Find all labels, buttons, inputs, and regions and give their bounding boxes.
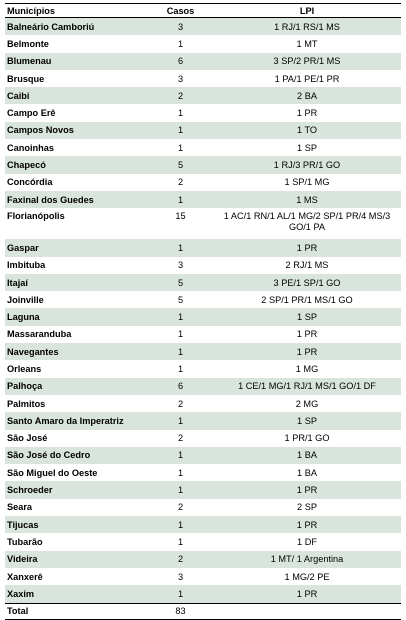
casos-cell: 1 bbox=[148, 481, 211, 498]
table-row bbox=[5, 568, 401, 585]
table-row bbox=[5, 360, 401, 377]
municipio-cell: Imbituba bbox=[7, 260, 46, 271]
lpi-cell: 1 SP bbox=[211, 308, 401, 325]
municipio-cell: Balneário Camboriú bbox=[5, 18, 148, 36]
casos-cell: 1 bbox=[177, 142, 184, 153]
municipio-cell: São Miguel do Oeste bbox=[7, 467, 98, 478]
casos-cell: 1 bbox=[148, 239, 211, 256]
table-row bbox=[5, 139, 401, 156]
municipio-cell: Orleans bbox=[7, 363, 42, 374]
lpi-cell: 1 PA/1 PE/1 PR bbox=[274, 73, 340, 84]
lpi-cell: 1 SP/1 MG bbox=[284, 177, 330, 188]
table-row bbox=[5, 395, 401, 412]
municipio-cell: Canoinhas bbox=[7, 142, 54, 153]
lpi-cell: 1 AC/1 RN/1 AL/1 MG/2 SP/1 PR/4 MS/3 GO/1 PA bbox=[223, 211, 391, 233]
casos-cell: 1 bbox=[177, 363, 184, 374]
municipio-cell: Schroeder bbox=[5, 481, 148, 498]
total-casos: 83 bbox=[148, 603, 211, 619]
table-row bbox=[5, 551, 401, 568]
cases-table bbox=[5, 3, 401, 620]
casos-cell: 5 bbox=[177, 294, 184, 305]
municipio-cell: Chapecó bbox=[5, 156, 148, 173]
lpi-cell: 1 PR/1 GO bbox=[284, 433, 330, 444]
casos-cell: 2 bbox=[177, 433, 184, 444]
municipio-cell: Faxinal dos Guedes bbox=[5, 191, 148, 208]
municipio-cell: São José bbox=[7, 433, 48, 444]
casos-cell: 1 bbox=[148, 122, 211, 139]
table-row bbox=[5, 239, 401, 256]
table-row bbox=[5, 35, 401, 52]
municipio-cell: Joinville bbox=[7, 294, 44, 305]
lpi-cell: 3 SP/2 PR/1 MS bbox=[211, 53, 401, 70]
lpi-cell: 1 PR bbox=[211, 585, 401, 603]
table-row bbox=[5, 326, 401, 343]
header-casos: Casos bbox=[148, 4, 211, 18]
casos-cell: 2 bbox=[177, 398, 184, 409]
municipio-cell: Itajaí bbox=[5, 274, 148, 291]
lpi-cell: 1 PR bbox=[296, 329, 318, 340]
lpi-cell: 1 CE/1 MG/1 RJ/1 MS/1 GO/1 DF bbox=[211, 378, 401, 395]
lpi-cell: 1 MT/ 1 Argentina bbox=[211, 551, 401, 568]
total-row bbox=[5, 603, 401, 619]
table-row bbox=[5, 516, 401, 533]
table-row bbox=[5, 156, 401, 173]
municipio-cell: Seara bbox=[7, 502, 33, 513]
casos-cell: 1 bbox=[177, 38, 184, 49]
lpi-cell: 1 MG bbox=[295, 363, 319, 374]
municipio-cell: Tubarão bbox=[7, 536, 43, 547]
municipio-cell: Belmonte bbox=[7, 38, 49, 49]
lpi-cell: 1 PR bbox=[211, 239, 401, 256]
casos-cell: 3 bbox=[177, 571, 184, 582]
table-row bbox=[5, 447, 401, 464]
lpi-cell: 1 SP bbox=[211, 412, 401, 429]
total-label: Total bbox=[5, 603, 148, 619]
municipio-cell: Tijucas bbox=[5, 516, 148, 533]
lpi-cell: 1 PR bbox=[211, 481, 401, 498]
municipio-cell: Caibi bbox=[5, 87, 148, 104]
table-row bbox=[5, 430, 401, 447]
header-lpi: LPI bbox=[211, 4, 401, 18]
casos-cell: 1 bbox=[177, 329, 184, 340]
total-lpi bbox=[211, 603, 401, 619]
lpi-cell: 1 PR bbox=[211, 343, 401, 360]
lpi-cell: 1 BA bbox=[211, 447, 401, 464]
table-row bbox=[5, 70, 401, 87]
lpi-cell: 1 MG/2 PE bbox=[284, 571, 330, 582]
lpi-cell: 2 BA bbox=[211, 87, 401, 104]
municipio-cell: Videira bbox=[5, 551, 148, 568]
municipio-cell: Xanxerê bbox=[7, 571, 43, 582]
municipio-cell: Massaranduba bbox=[7, 329, 72, 340]
table-row bbox=[5, 274, 401, 291]
casos-cell: 3 bbox=[177, 260, 184, 271]
municipio-cell: Gaspar bbox=[5, 239, 148, 256]
lpi-cell: 2 RJ/1 MS bbox=[285, 260, 329, 271]
table-row bbox=[5, 343, 401, 360]
municipio-cell: São José do Cedro bbox=[5, 447, 148, 464]
table-row bbox=[5, 481, 401, 498]
casos-cell: 1 bbox=[177, 467, 184, 478]
casos-cell: 2 bbox=[148, 551, 211, 568]
header-row bbox=[5, 4, 401, 18]
table-row bbox=[5, 191, 401, 208]
lpi-cell: 3 PE/1 SP/1 GO bbox=[211, 274, 401, 291]
table-row bbox=[5, 122, 401, 139]
table-row bbox=[5, 291, 401, 308]
municipio-cell: Palhoça bbox=[5, 378, 148, 395]
casos-cell: 6 bbox=[148, 53, 211, 70]
table-row bbox=[5, 412, 401, 429]
lpi-cell: 1 TO bbox=[211, 122, 401, 139]
municipio-cell: Santo Amaro da Imperatriz bbox=[5, 412, 148, 429]
municipio-cell: Concórdia bbox=[7, 177, 53, 188]
table-row bbox=[5, 87, 401, 104]
table-body bbox=[5, 18, 401, 620]
casos-cell: 1 bbox=[148, 191, 211, 208]
lpi-cell: 1 PR bbox=[296, 108, 318, 119]
casos-cell: 1 bbox=[148, 308, 211, 325]
lpi-cell: 1 MS bbox=[211, 191, 401, 208]
table-row bbox=[5, 257, 401, 274]
lpi-cell: 1 MT bbox=[296, 38, 318, 49]
municipio-cell: Campos Novos bbox=[5, 122, 148, 139]
lpi-cell: 1 SP bbox=[297, 142, 317, 153]
table-row bbox=[5, 308, 401, 325]
lpi-cell: 1 RJ/3 PR/1 GO bbox=[211, 156, 401, 173]
table-row bbox=[5, 174, 401, 191]
casos-cell: 3 bbox=[148, 18, 211, 36]
casos-cell: 15 bbox=[175, 211, 186, 222]
table-row bbox=[5, 585, 401, 603]
lpi-cell: 2 SP/1 PR/1 MS/1 GO bbox=[261, 294, 353, 305]
municipio-cell: Xaxim bbox=[5, 585, 148, 603]
municipio-cell: Palmitos bbox=[7, 398, 46, 409]
casos-cell: 2 bbox=[177, 177, 184, 188]
casos-cell: 1 bbox=[177, 536, 184, 547]
casos-cell: 1 bbox=[177, 108, 184, 119]
table-row bbox=[5, 464, 401, 481]
lpi-cell: 2 SP bbox=[297, 502, 317, 513]
table-row bbox=[5, 18, 401, 36]
casos-cell: 5 bbox=[148, 156, 211, 173]
municipio-cell: Brusque bbox=[7, 73, 45, 84]
table-row bbox=[5, 104, 401, 121]
lpi-cell: 1 RJ/1 RS/1 MS bbox=[211, 18, 401, 36]
casos-cell: 1 bbox=[148, 447, 211, 464]
municipio-cell: Campo Erê bbox=[7, 108, 56, 119]
casos-cell: 1 bbox=[148, 516, 211, 533]
casos-cell: 1 bbox=[148, 343, 211, 360]
casos-cell: 2 bbox=[148, 87, 211, 104]
lpi-cell: 1 DF bbox=[297, 536, 317, 547]
casos-cell: 1 bbox=[148, 585, 211, 603]
table-row bbox=[5, 53, 401, 70]
municipio-cell: Laguna bbox=[5, 308, 148, 325]
casos-cell: 1 bbox=[148, 412, 211, 429]
header-municipios: Municípios bbox=[5, 4, 148, 18]
cropped-source-note bbox=[0, 538, 406, 544]
casos-cell: 2 bbox=[177, 502, 184, 513]
table-row bbox=[5, 378, 401, 395]
table-row bbox=[5, 499, 401, 516]
municipio-cell: Blumenau bbox=[5, 53, 148, 70]
lpi-cell: 1 BA bbox=[297, 467, 317, 478]
casos-cell: 3 bbox=[177, 73, 184, 84]
table-row bbox=[5, 208, 401, 239]
municipio-cell: Florianópolis bbox=[7, 211, 65, 222]
lpi-cell: 1 PR bbox=[211, 516, 401, 533]
casos-cell: 5 bbox=[148, 274, 211, 291]
municipio-cell: Navegantes bbox=[5, 343, 148, 360]
casos-cell: 6 bbox=[148, 378, 211, 395]
lpi-cell: 2 MG bbox=[295, 398, 319, 409]
